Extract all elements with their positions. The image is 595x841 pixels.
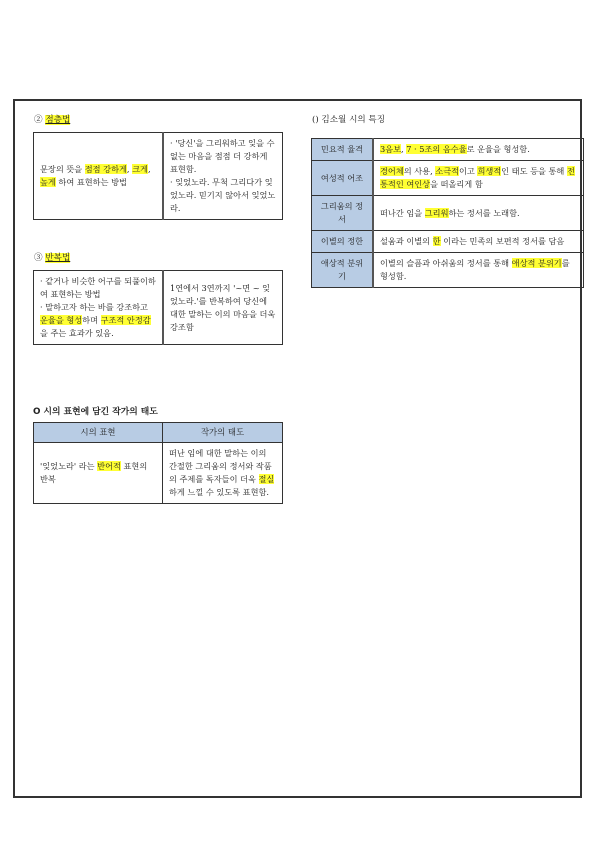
repetition-example: 1연에서 3연까지 '~면 ~ 잊었노라.'를 반복하여 당신에 대한 말하는 이의 마음을 더욱 강조함 [163,271,283,345]
attitude-expression [34,443,163,504]
highlighted-text: 애상적 분위기 [511,258,562,268]
gradation-definition [34,133,164,220]
repetition-definition [34,271,164,345]
text-run: 를 형성함. [380,258,570,281]
text-run: 떠나간 임을 [380,207,425,218]
feature-row [312,161,584,196]
feature-value [373,139,584,161]
text-run: 하는 정서를 노래함. [448,207,520,218]
attitude-description [163,443,283,504]
highlighted-text: 그리워 [424,207,449,218]
feature-value [373,231,584,253]
feature-row [312,196,584,231]
feature-value [373,161,584,196]
highlighted-text: 희생적 [477,166,502,176]
section-heading-attitude: O 시의 표현에 담긴 작가의 태도 [33,407,158,417]
feature-key: 애상적 분위기 [312,253,374,288]
gradation-example [163,133,283,220]
text-run: , [126,164,133,174]
text-run: 이고 [459,166,478,176]
gradation-table [33,132,283,220]
feature-key: 이별의 정한 [312,231,374,253]
text-run: 하여 표현하는 방법 [55,177,127,187]
highlighted-text: 소극적 [435,166,460,176]
text-run: 하며 [82,315,101,325]
text-run: , [147,164,151,174]
text-run: · 같거나 비슷한 어구를 되풀이하여 표현하는 방법 [40,276,156,299]
highlighted-text: 크게 [132,164,148,174]
features-table [311,138,584,288]
highlighted-text: 7 · 5조의 음수율 [406,144,467,154]
highlighted-text: 한 [432,236,441,246]
text-run: · 잊었노라. 무척 그리다가 잊었노라. 믿기지 않아서 잊었노라. [170,177,276,213]
feature-value [373,253,584,288]
highlighted-text: 전통적인 여인상 [380,166,575,189]
text-run: 문장의 뜻을 [40,164,85,174]
text-run: 인 태도 등을 통해 [501,166,567,176]
highlighted-text: 절실 [258,474,275,484]
text-run: 의 사용, [403,166,436,176]
text-run: · '당신'을 그리워하고 잊을 수 없는 마음을 점점 더 강하게 표현함. [170,138,275,174]
repetition-table [33,270,283,345]
text-run: 로 운율을 형성함. [466,144,530,154]
highlighted-text: 경어체 [380,166,404,176]
highlighted-text: 점점 강하게 [84,164,127,174]
feature-value [373,196,584,231]
highlighted-text: 운율을 형성 [40,315,83,325]
attitude-table [33,422,283,504]
text-run: , [401,144,407,154]
text-run: · 말하고자 하는 바를 강조하고 [40,302,148,312]
section-title: 점층법 [45,115,71,125]
text-run: 떠난 임에 대한 말하는 이의 간절한 그리움의 정서와 작품의 주제를 독자들이 더욱 [169,448,272,484]
highlighted-text: 높게 [40,177,56,187]
text-run: '잊었노라' 라는 [40,461,98,471]
text-run: 을 떠올리게 함 [430,179,483,189]
section-heading-repetition [34,251,70,263]
highlighted-text: 3음보 [380,144,402,154]
highlighted-text: 반어적 [97,461,121,471]
feature-key: 여성적 어조 [312,161,374,196]
header-expression: 시의 표현 [34,423,163,443]
text-run: 표현의 반복 [40,461,148,484]
text-run: 설움과 이별의 [380,236,433,246]
feature-key: 그리움의 정서 [312,196,374,231]
feature-row [312,139,584,161]
section-heading-gradation [34,113,70,125]
section-title: 반복법 [45,253,71,263]
feature-row [312,231,584,253]
right-section-title: () 김소월 시의 특징 [312,115,386,125]
section-number: ③ [34,253,43,263]
feature-key: 민요적 율격 [312,139,374,161]
feature-row [312,253,584,288]
text-run: 이별의 슬픔과 아쉬움의 정서를 통해 [380,258,512,268]
text-run: 이라는 민족의 보편적 정서를 담음 [440,236,565,246]
highlighted-text: 구조적 안정감 [100,315,151,325]
section-number: ② [34,115,43,125]
header-attitude: 작가의 태도 [163,423,283,443]
text-run: 하게 느낄 수 있도록 표현함. [169,487,270,497]
text-run: 을 주는 효과가 있음. [40,328,114,338]
